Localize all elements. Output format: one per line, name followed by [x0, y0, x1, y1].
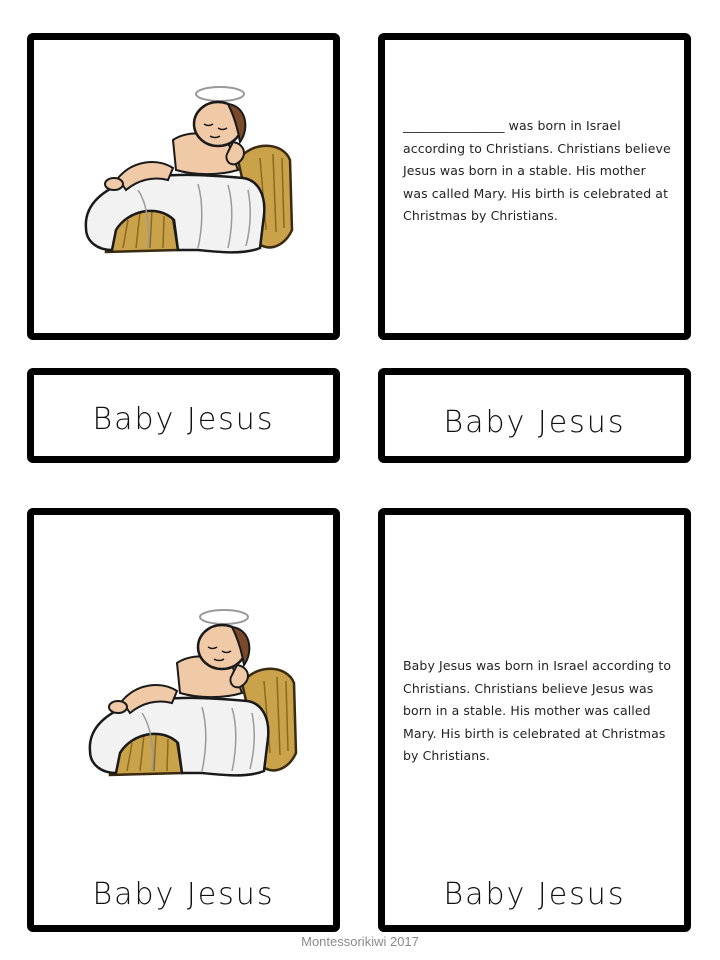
control-picture-label: Baby Jesus: [92, 877, 275, 912]
label-card: [27, 368, 340, 463]
label-text: Baby Jesus: [92, 402, 275, 437]
picture-card: [27, 33, 340, 340]
baby-in-manger-icon: [78, 80, 294, 256]
control-picture-card: [27, 508, 340, 932]
footer-credit: Montessorikiwi 2017: [301, 934, 419, 949]
control-passage: Baby Jesus was born in Israel according to Christians. Christians believe Jesus was born in a stable. His mother was called Mary. His birth is celebrated at Christmas by Christians.: [403, 658, 672, 763]
control-text-label: Baby Jesus: [443, 877, 626, 912]
baby-in-manger-icon: [82, 603, 298, 779]
fill-in-text-card: [378, 33, 691, 340]
blank-line: ________________: [403, 118, 505, 133]
label-text: Baby Jesus: [443, 405, 626, 440]
fill-in-passage: [403, 115, 672, 228]
label-card: [378, 368, 691, 463]
passage-text: was born in Israel according to Christians. Christians believe Jesus was born in a stable. His mother was called Mary. His birth is celebrated at Christmas by Christians.: [403, 118, 671, 223]
control-text-card: [378, 508, 691, 932]
